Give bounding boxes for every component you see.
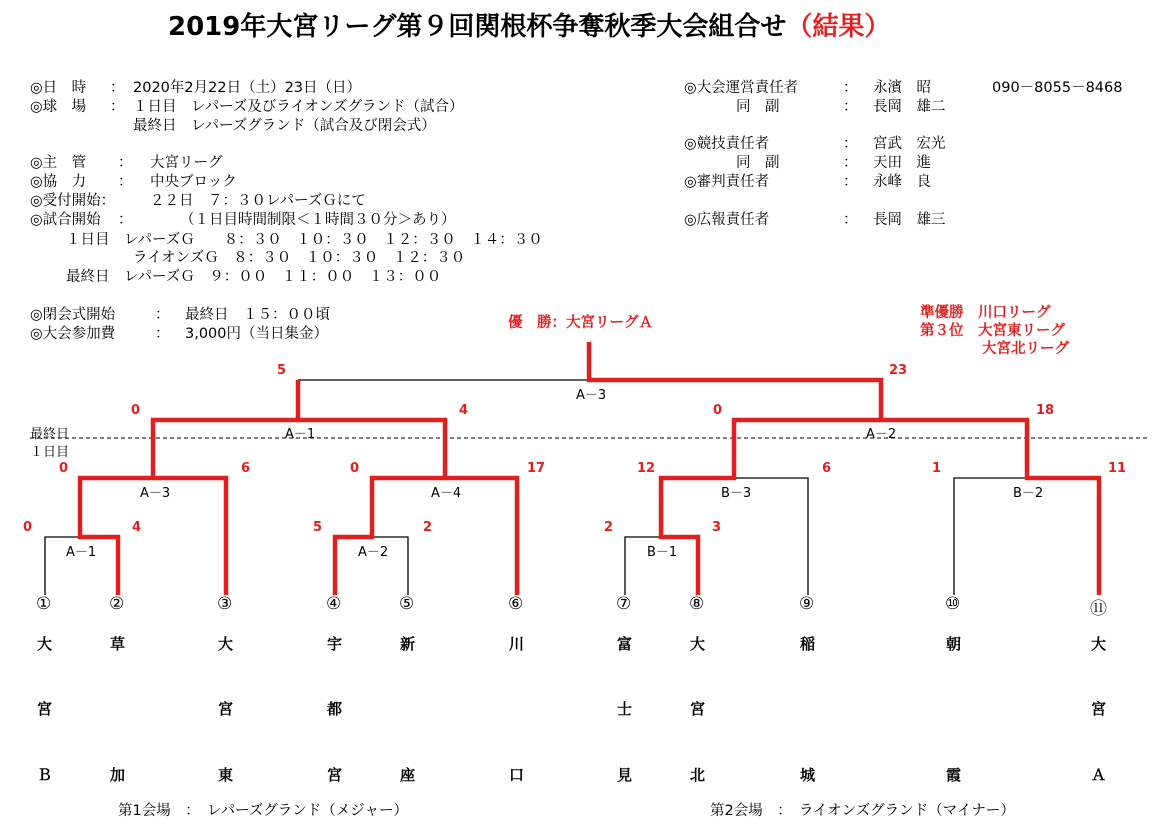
team-number: ⑨ bbox=[799, 594, 815, 614]
team-name-char: 見 bbox=[617, 766, 633, 784]
team-number: ⑧ bbox=[689, 594, 705, 614]
staff-phone: 090－8055－8468 bbox=[992, 80, 1123, 96]
third-place-2: 大宮北リーグ bbox=[982, 341, 1069, 357]
staff-role: ◎広報責任者 bbox=[684, 212, 770, 228]
score: 6 bbox=[241, 461, 251, 476]
fee-colon: ： bbox=[155, 326, 170, 342]
team-name-char: 都 bbox=[327, 700, 343, 718]
staff-role: ◎大会運営責任者 bbox=[684, 80, 799, 96]
game-label-sf-a1: A－1 bbox=[285, 427, 316, 442]
team-name-char: 加 bbox=[110, 766, 126, 784]
staff-name: 長岡 雄二 bbox=[873, 99, 946, 115]
team-number: ① bbox=[36, 594, 52, 614]
team-name-char: 稲 bbox=[800, 635, 816, 653]
score: 5 bbox=[277, 363, 287, 378]
info-start-value: （１日目時間制限＜１時間３０分＞あり） bbox=[180, 212, 456, 228]
team-name-char: 大 bbox=[690, 635, 706, 653]
staff-name: 長岡 雄三 bbox=[873, 212, 946, 228]
team-number: ⑪ bbox=[1090, 599, 1107, 619]
team-name-char: 富 bbox=[617, 635, 633, 653]
staff-colon: ： bbox=[843, 155, 858, 171]
info-field-colon: ： bbox=[110, 99, 125, 115]
third-place-1: 第３位 大宮東リーグ bbox=[920, 323, 1065, 339]
team-name-char: 士 bbox=[617, 700, 633, 718]
staff-colon: ： bbox=[843, 99, 858, 115]
game-label-final: A－3 bbox=[576, 388, 607, 403]
team-name-char: 川 bbox=[509, 635, 525, 653]
team-name-char: 大 bbox=[218, 635, 234, 653]
staff-colon: ： bbox=[843, 174, 858, 190]
team-number: ④ bbox=[326, 594, 342, 614]
team-name-char: 宮 bbox=[37, 700, 53, 718]
team-number: ⑩ bbox=[945, 594, 961, 614]
closing-label: ◎閉会式開始 bbox=[30, 307, 116, 323]
game-label-a4: A－4 bbox=[431, 486, 462, 501]
info-field-value2: 最終日 レパーズグランド（試合及び閉会式） bbox=[133, 118, 436, 134]
game-label-b3: B－3 bbox=[721, 486, 752, 501]
score: 0 bbox=[131, 403, 141, 418]
score: 0 bbox=[59, 461, 69, 476]
team-name-char: 北 bbox=[690, 766, 706, 784]
game-label-a1: A－1 bbox=[66, 545, 97, 560]
game-label-sf-a2: A－2 bbox=[866, 427, 897, 442]
team-name-char: 座 bbox=[400, 766, 416, 784]
score: 4 bbox=[132, 520, 142, 535]
team-name-char: 宮 bbox=[1091, 700, 1107, 718]
staff-name: 永濱 昭 bbox=[873, 80, 931, 96]
team-name-char: 大 bbox=[1091, 635, 1107, 653]
staff-colon: ： bbox=[843, 212, 858, 228]
staff-role: 同 副 bbox=[736, 155, 780, 171]
game-label-b1: B－1 bbox=[647, 545, 678, 560]
team-name-char: Ｂ bbox=[37, 766, 53, 784]
staff-role: ◎審判責任者 bbox=[684, 174, 770, 190]
team-name-char: 口 bbox=[509, 766, 525, 784]
closing-value: 最終日 １５：００頃 bbox=[185, 307, 330, 323]
staff-colon: ： bbox=[843, 136, 858, 152]
team-name-char: 東 bbox=[218, 766, 234, 784]
team-name-char: 城 bbox=[800, 766, 816, 784]
score: 5 bbox=[313, 520, 323, 535]
staff-role: ◎競技責任者 bbox=[684, 136, 770, 152]
score: 2 bbox=[423, 520, 433, 535]
info-coop-value: 中央ブロック bbox=[150, 174, 237, 190]
info-date-label: ◎日 時 bbox=[30, 80, 87, 96]
runner-up: 準優勝 川口リーグ bbox=[920, 305, 1051, 321]
venue-2: 第2会場 ： ライオンズグランド（マイナー） bbox=[710, 803, 1015, 819]
team-name-char: 宮 bbox=[690, 700, 706, 718]
score: 6 bbox=[822, 461, 832, 476]
info-start-colon: ： bbox=[118, 212, 133, 228]
venue-1: 第1会場 ： レパーズグランド（メジャー） bbox=[118, 803, 408, 819]
title-main: 2019年大宮リーグ第９回関根杯争奪秋季大会組合せ bbox=[168, 12, 787, 42]
closing-colon: ： bbox=[155, 307, 170, 323]
team-name-char: 宮 bbox=[218, 700, 234, 718]
team-number: ⑦ bbox=[616, 594, 632, 614]
team-name-char: 大 bbox=[37, 635, 53, 653]
info-host-value: 大宮リーグ bbox=[150, 155, 223, 171]
score: 1 bbox=[932, 461, 942, 476]
score: 0 bbox=[350, 461, 360, 476]
day-label-final: 最終日 bbox=[30, 427, 70, 442]
staff-name: 宮武 宏光 bbox=[873, 136, 946, 152]
game-label-a3: A－3 bbox=[140, 486, 171, 501]
info-reception-label: ◎受付開始： bbox=[30, 193, 116, 209]
staff-name: 永峰 良 bbox=[873, 174, 931, 190]
score: 2 bbox=[604, 520, 614, 535]
info-date-value: 2020年2月22日（土）23日（日） bbox=[133, 80, 362, 96]
score: 11 bbox=[1108, 461, 1127, 476]
schedule-day1-lions: ライオンズＧ ８：３０ １０：３０ １２：３０ bbox=[133, 250, 466, 266]
team-number: ⑤ bbox=[399, 594, 415, 614]
score: 0 bbox=[23, 520, 33, 535]
score: 18 bbox=[1036, 403, 1055, 418]
info-coop-colon: ： bbox=[118, 174, 133, 190]
team-name-char: 宇 bbox=[327, 635, 343, 653]
team-name-char: 霞 bbox=[946, 766, 962, 784]
score: 4 bbox=[459, 403, 469, 418]
team-number: ⑥ bbox=[508, 594, 524, 614]
fee-label: ◎大会参加費 bbox=[30, 326, 116, 342]
team-name-char: 草 bbox=[110, 635, 126, 653]
info-date-colon: ： bbox=[110, 80, 125, 96]
score: 12 bbox=[637, 461, 656, 476]
team-name-char: 新 bbox=[400, 635, 416, 653]
team-number: ③ bbox=[217, 594, 233, 614]
info-host-label: ◎主 管 bbox=[30, 155, 87, 171]
staff-colon: ： bbox=[843, 80, 858, 96]
info-coop-label: ◎協 力 bbox=[30, 174, 87, 190]
info-field-value: １日目 レパーズ及びライオンズグランド（試合） bbox=[133, 99, 464, 115]
title-result: （結果） bbox=[786, 12, 891, 42]
score: 17 bbox=[527, 461, 546, 476]
game-label-b2: B－2 bbox=[1013, 486, 1044, 501]
fee-value: 3,000円（当日集金） bbox=[185, 326, 329, 342]
team-name-char: Ａ bbox=[1091, 766, 1107, 784]
game-label-a2: A－2 bbox=[358, 545, 389, 560]
score: 3 bbox=[712, 520, 722, 535]
schedule-day1-leopards: １日目 レパーズＧ ８：３０ １０：３０ １２：３０ １４：３０ bbox=[66, 232, 543, 248]
champion: 優 勝：大宮リーグＡ bbox=[508, 315, 653, 331]
staff-name: 天田 進 bbox=[873, 155, 931, 171]
info-field-label: ◎球 場 bbox=[30, 99, 87, 115]
bracket-winner-lines bbox=[80, 342, 1099, 595]
team-name-char: 宮 bbox=[327, 766, 343, 784]
info-start-label: ◎試合開始 bbox=[30, 212, 101, 228]
team-name-char: 朝 bbox=[946, 635, 962, 653]
score: 0 bbox=[713, 403, 723, 418]
staff-role: 同 副 bbox=[736, 99, 780, 115]
day-label-day1: １日目 bbox=[30, 445, 70, 460]
info-host-colon: ： bbox=[118, 155, 133, 171]
info-reception-value: ２２日 ７：３０レパーズＧにて bbox=[150, 193, 366, 209]
team-number: ② bbox=[109, 594, 125, 614]
score: 23 bbox=[889, 363, 908, 378]
schedule-final: 最終日 レパーズＧ ９：００ １１：００ １３：００ bbox=[66, 269, 442, 285]
